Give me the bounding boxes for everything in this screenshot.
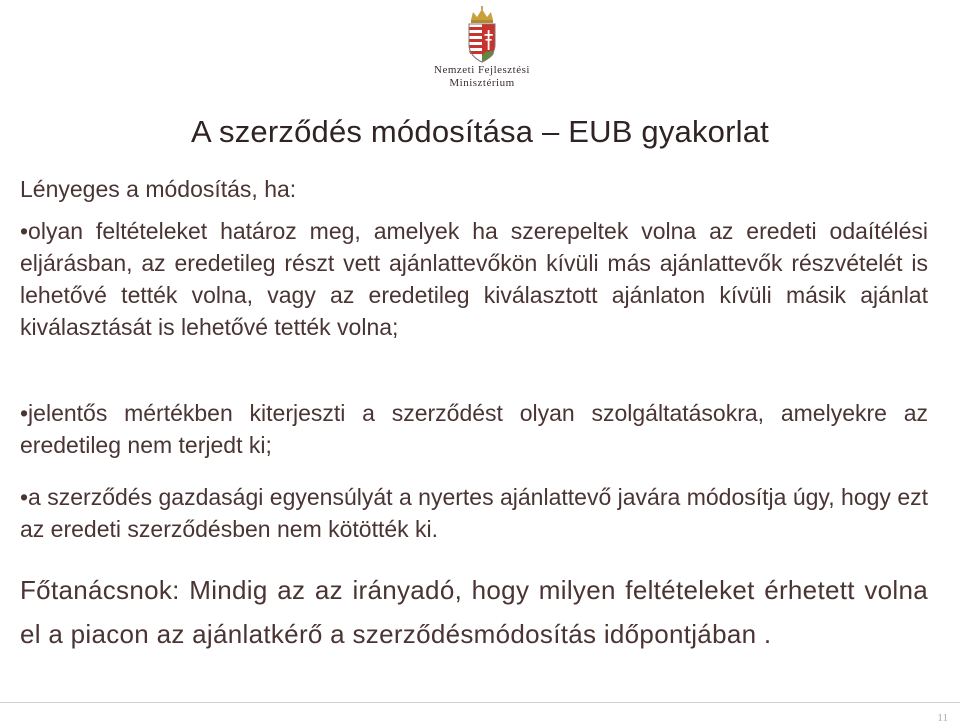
page-title: A szerződés módosítása – EUB gyakorlat <box>191 114 769 149</box>
ministry-name-line1: Nemzeti Fejlesztési <box>434 64 530 76</box>
coat-of-arms-icon <box>459 6 505 64</box>
footer-divider <box>0 702 960 703</box>
bullet-item: •olyan feltételeket határoz meg, amelyek ha szerepeltek volna az eredeti odaítélési eljárásban, az eredetileg részt vett ajánlattevőkön kívüli más ajánlattevők részvételét is lehetővé tették volna, vagy az eredetileg kiválasztott ajánlaton kívüli másik ajánlat kiválasztását is lehetővé tették volna; <box>20 218 928 340</box>
advocate-general-note: Főtanácsnok: Mindig az az irányadó, hogy milyen feltételeket érhetett volna el a piacon az ajánlatkérő a szerződésmódosítás időpontjában . <box>20 575 928 649</box>
ministry-name-line2: Minisztérium <box>449 77 515 89</box>
bullet-item: •jelentős mértékben kiterjeszti a szerződést olyan szolgáltatásokra, amelyekre az eredetileg nem terjedt ki; <box>20 400 928 458</box>
intro-text: Lényeges a módosítás, ha: <box>20 176 297 202</box>
bullet-item: •a szerződés gazdasági egyensúlyát a nyertes ajánlattevő javára módosítja úgy, hogy ezt az eredeti szerződésben nem kötötték ki. <box>20 484 928 542</box>
page-number: 11 <box>937 712 948 724</box>
ministry-logo <box>420 6 544 98</box>
